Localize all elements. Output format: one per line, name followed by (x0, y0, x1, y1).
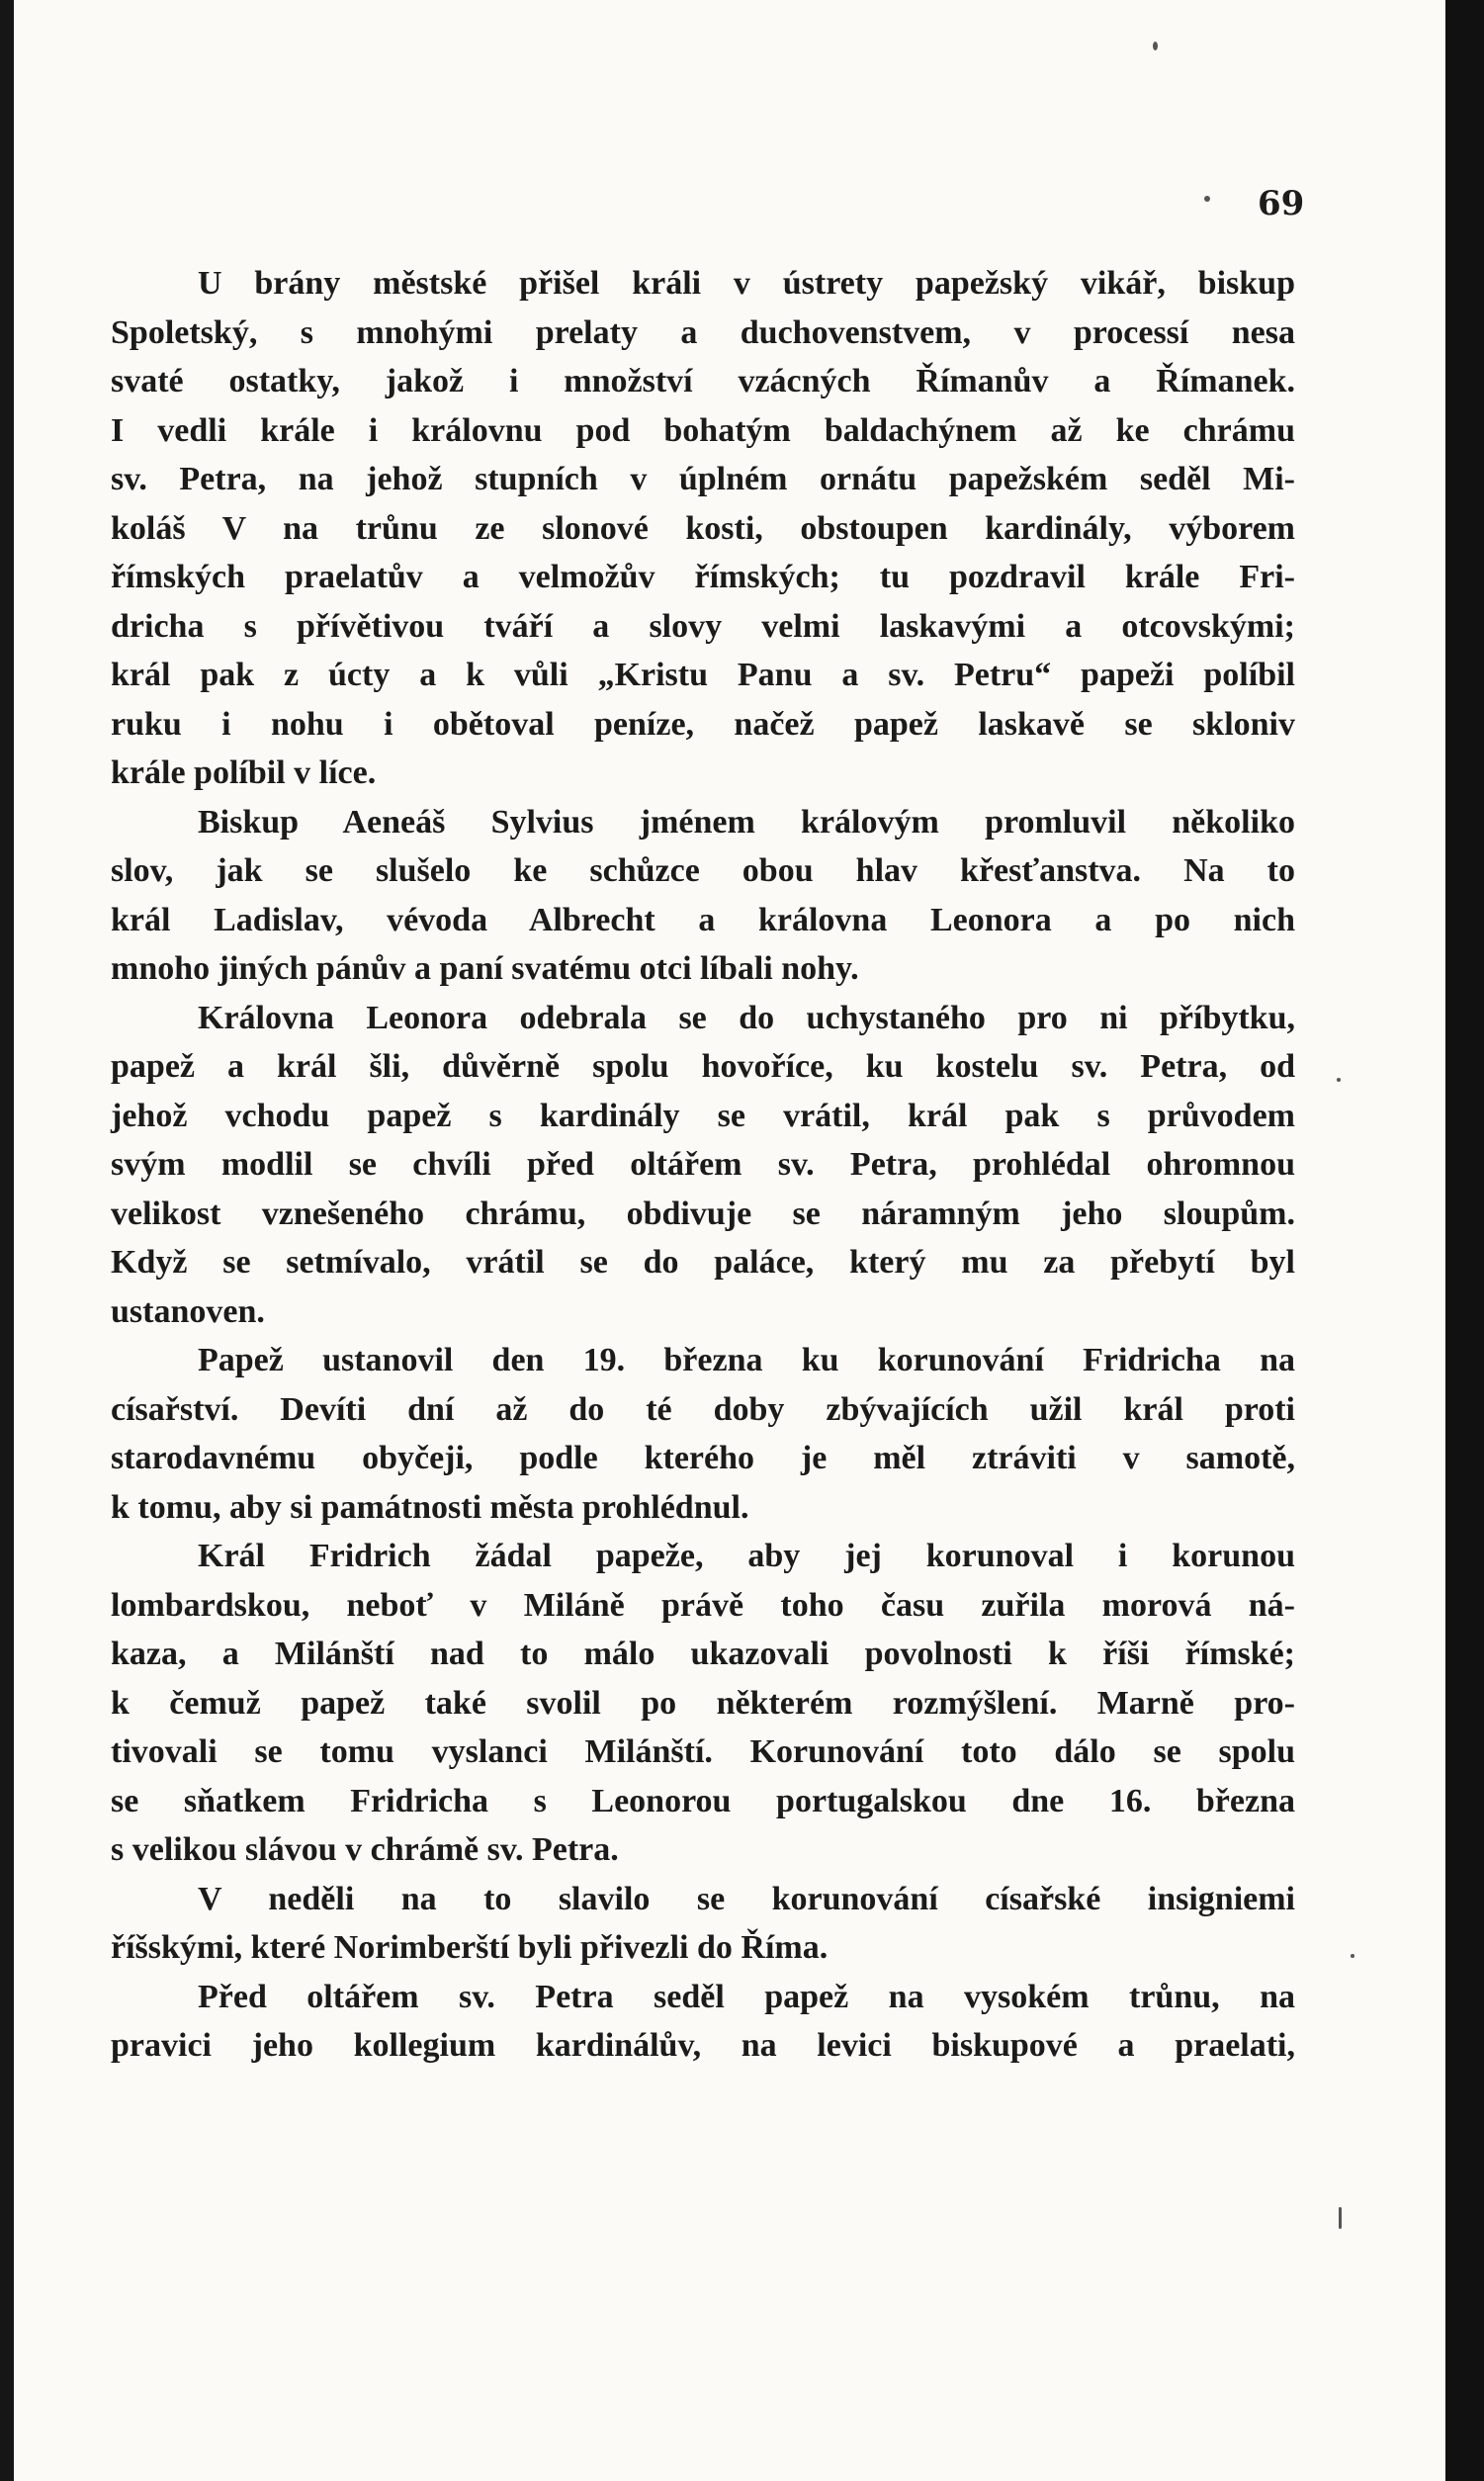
text-line: Biskup Aeneáš Sylvius jménem královým promluvil několiko (198, 803, 1295, 841)
text-line: kaza, a Milánští nad to málo ukazovali povolnosti k říši římské; (111, 1636, 1295, 1672)
text-line: ustanoven. (111, 1292, 265, 1330)
text-line: U brány městské přišel králi v ústrety papežský vikář, biskup (198, 265, 1295, 302)
scan-speck (1339, 2207, 1342, 2229)
text-line: sv. Petra, na jehož stupních v úplném ornátu papežském seděl Mi- (111, 461, 1295, 497)
text-line: slov, jak se slušelo ke schůzce obou hlav křesťanstva. Na to (111, 852, 1295, 889)
page-body-text (111, 259, 1295, 2071)
text-line: se sňatkem Fridricha s Leonorou portugalskou dne 16. března (111, 1782, 1295, 1819)
text-line: s velikou slávou v chrámě sv. Petra. (111, 1831, 619, 1868)
paragraph (111, 1532, 1295, 1875)
text-line: k čemuž papež také svolil po některém rozmýšlení. Marně pro- (111, 1684, 1295, 1722)
text-line: Královna Leonora odebrala se do uchystaného pro ni příbytku, (198, 999, 1295, 1036)
text-line: mnoho jiných pánův a paní svatému otci líbali nohy. (111, 950, 859, 987)
text-line: Když se setmívalo, vrátil se do paláce, který mu za přebytí byl (111, 1244, 1295, 1281)
text-line: V neděli na to slavilo se korunování císařské insigniemi (198, 1880, 1295, 1917)
paragraph (111, 259, 1295, 798)
text-line: král pak z úcty a k vůli „Kristu Panu a sv. Petru“ papeži políbil (111, 657, 1295, 693)
scan-border-left (0, 0, 14, 2481)
book-page (14, 0, 1445, 2481)
text-line: I vedli krále i královnu pod bohatým baldachýnem až ke chrámu (111, 411, 1295, 449)
paragraph (111, 798, 1295, 994)
text-line: král Ladislav, vévoda Albrecht a královna Leonora a po nich (111, 901, 1295, 938)
text-line: jehož vchodu papež s kardinály se vrátil, král pak s průvodem (111, 1097, 1295, 1134)
scan-border-right (1445, 0, 1484, 2481)
text-line: pravici jeho kollegium kardinálův, na levici biskupové a praelati, (111, 2027, 1295, 2064)
page-number: 69 (1258, 184, 1305, 223)
text-line: svaté ostatky, jakož i množství vzácných Římanův a Římanek. (111, 363, 1295, 399)
text-line: Spoletský, s mnohými prelaty a duchovenstvem, v processí nesa (111, 313, 1295, 351)
paragraph (111, 1875, 1295, 1973)
scan-speck (1153, 42, 1158, 50)
text-line: císařství. Devíti dní až do té doby zbývajících užil král proti (111, 1390, 1295, 1428)
text-line: dricha s přívětivou tváří a slovy velmi laskavými a otcovskými; (111, 607, 1295, 645)
text-line: Papež ustanovil den 19. března ku korunování Fridricha na (198, 1342, 1295, 1378)
text-line: ruku i nohu i obětoval peníze, načež papež laskavě se skloniv (111, 705, 1295, 743)
text-line: krále políbil v líce. (111, 754, 377, 791)
scan-speck (1337, 1078, 1341, 1082)
scan-speck (1204, 196, 1210, 202)
text-line: tivovali se tomu vyslanci Milánští. Korunování toto dálo se spolu (111, 1733, 1295, 1770)
text-line: Před oltářem sv. Petra seděl papež na vysokém trůnu, na (198, 1978, 1295, 2015)
text-line: římských praelatův a velmožův římských; tu pozdravil krále Fri- (111, 559, 1295, 595)
paragraph (111, 1973, 1295, 2071)
text-line: koláš V na trůnu ze slonové kosti, obstoupen kardinály, výborem (111, 509, 1295, 547)
text-line: k tomu, aby si památnosti města prohlédnul. (111, 1488, 749, 1526)
text-line: velikost vznešeného chrámu, obdivuje se náramným jeho sloupům. (111, 1195, 1295, 1232)
scan-speck (1351, 1954, 1354, 1958)
text-line: papež a král šli, důvěrně spolu hovoříce, ku kostelu sv. Petra, od (111, 1048, 1295, 1085)
text-line: říšskými, které Norimberští byli přivezli do Říma. (111, 1929, 829, 1966)
paragraph (111, 1336, 1295, 1532)
text-line: svým modlil se chvíli před oltářem sv. Petra, prohlédal ohromnou (111, 1146, 1295, 1183)
text-line: lombardskou, neboť v Miláně právě toho času zuřila morová ná- (111, 1586, 1295, 1624)
paragraph (111, 994, 1295, 1337)
text-line: starodavnému obyčeji, podle kterého je měl ztráviti v samotě, (111, 1440, 1295, 1476)
text-line: Král Fridrich žádal papeže, aby jej korunoval i korunou (198, 1538, 1295, 1574)
